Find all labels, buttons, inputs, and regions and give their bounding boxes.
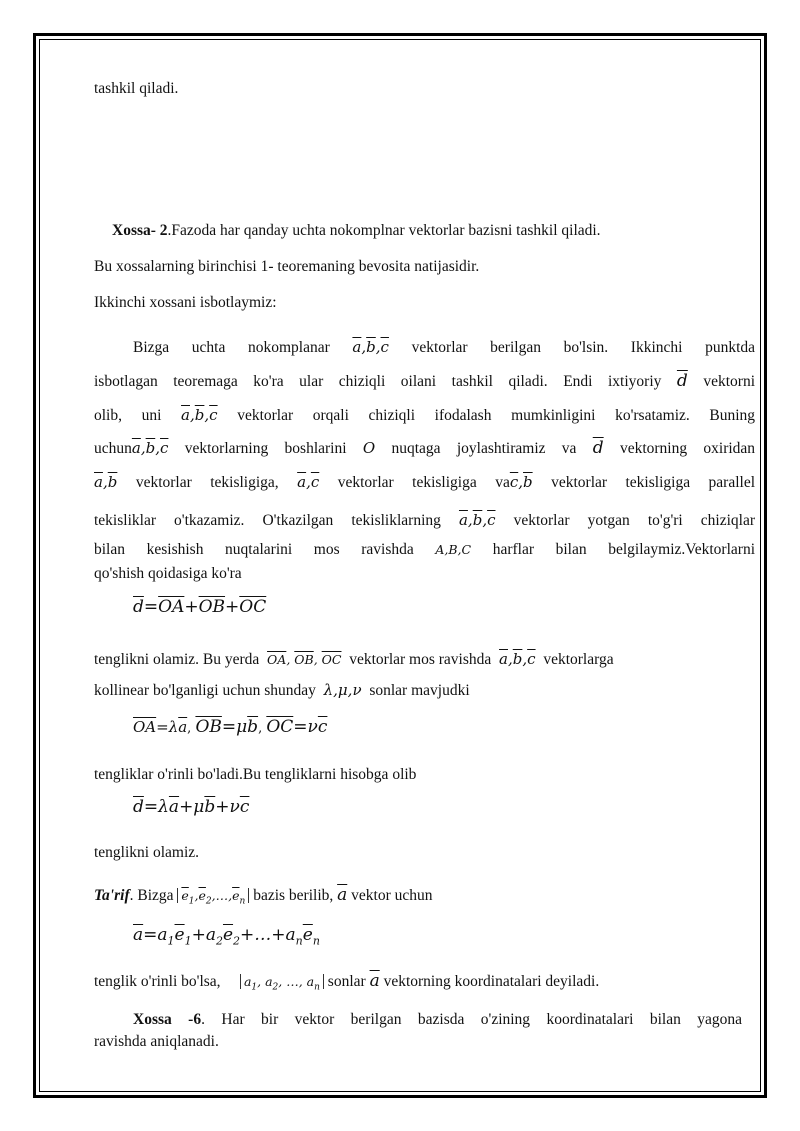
text-line: tenglikni olamiz. Bu yerda $\overline{OA}$, $\overline{OB}$, $\overline{OC}$ vektorlar mos ravishda $\overline{a},\overline{b},\overline{c}$ vektorlarga [94, 650, 614, 668]
math-vectors-ac: $\overline{a},\overline{c}$ [297, 473, 320, 491]
text-line: Ikkinchi xossani isbotlaymiz: [94, 294, 277, 311]
math-lambda-mu-nu: λ,μ,ν [323, 681, 362, 699]
text-line: $uchun\overline{a},\overline{b},\overline{c}$ vektorlarning boshlarini O nuqtaga joylashtiramiz va $\overline{d}$ vektorning oxiridan [94, 438, 756, 458]
text-line: tekisliklar o'tkazamiz. O'tkazilgan tekisliklarning $\overline{a},\overline{b},\overline{c}$ vektorlar yotgan to'g'ri chiziqlar [94, 511, 755, 529]
math-vectors-cb: $\overline{c},\overline{b}$ [509, 473, 533, 491]
math-vectors-abc: $\overline{a},\overline{b},\overline{c}$ [499, 650, 536, 668]
text-line: Bizga uchta nokomplanar $\overline{a},\overline{b},\overline{c}$ vektorlar berilgan bo'lsin. Ikkinchi punktda [133, 338, 756, 356]
text-line: qo'shish qoidasiga ko'ra [94, 565, 242, 582]
text-line: olib, uni $\overline{a},\overline{b},\overline{c}$ vektorlar orqali chiziqli ifodalash mumkinligini ko'rsatamiz. Buning [94, 406, 756, 424]
math-point-O: O [362, 439, 376, 457]
formula-component-equalities: $\overline{OA}=\lambda\overline{a}$, $\overline{OB}=\mu\overline{b}$, $\overline{OC}=\nu\overline{c}$ [133, 717, 328, 737]
text-line: ravishda aniqlanadi. [94, 1033, 219, 1050]
text-line: tashkil qiladi. [94, 80, 179, 97]
text-line: $\overline{a},\overline{b}$ vektorlar tekisligiga, $\overline{a},\overline{c}$ vektorlar tekisligiga $va\overline{c},\overline{b}$ vektorlar tekisligiga parallel [94, 473, 756, 491]
math-vectors-abc: $\overline{a},\overline{b},\overline{c}$ [352, 338, 389, 356]
math-vectors-abc: $\overline{a},\overline{b},\overline{c}$ [131, 439, 169, 457]
math-vector-d: $\overline{d}$ [676, 371, 688, 391]
text-line: kollinear bo'lganligi uchun shunday λ,μ,ν sonlar mavjudki [94, 681, 470, 699]
text-line: bilan kesishish nuqtalarini mos ravishda A,B,C harflar bilan belgilaymiz.Vektorlarni [94, 541, 755, 558]
math-vector-a: $\overline{a}$ [369, 971, 380, 991]
definition-line: Ta'rif. Bizga $\overline{e}_1,\overline{e}_2,\dots,\overline{e}_n$ bazis berilib, $\overline{a}$ vektor uchun [94, 885, 433, 907]
math-vectors-OA-OB-OC: $\overline{OA}$, $\overline{OB}$, $\overline{OC}$ [267, 652, 342, 667]
math-coordinate-set: $a_1$, $a_2$, …, $a_n$ [240, 974, 324, 989]
math-vector-d: $\overline{d}$ [592, 438, 604, 458]
formula-d-linear: $\overline{d}=\lambda\overline{a}+\mu\overline{b}+\nu\overline{c}$ [133, 797, 250, 817]
xossa-6-statement: Xossa -6. Har bir vektor berilgan bazisda o'zining koordinatalari bilan yagona [133, 1011, 742, 1028]
math-vectors-abc: $\overline{a},\overline{b},\overline{c}$ [458, 511, 496, 529]
text-line: isbotlagan teoremaga ko'ra ular chiziqli oilani tashkil qiladi. Endi ixtiyoriy $\overline{d}$ vektorni [94, 371, 755, 391]
text-line: Bu xossalarning birinchisi 1- teoremaning bevosita natijasidir. [94, 258, 480, 275]
math-points-ABC: A,B,C [435, 542, 472, 557]
text-line: tenglik o'rinli bo'lsa, $a_1$, $a_2$, …, $a_n$ sonlar $\overline{a}$ vektorning koordinatalari deyiladi. [94, 971, 600, 993]
formula-a-decomposition: $\overline{a}=a_1\overline{e}_1+a_2\overline{e}_2+\dots+a_n\overline{e}_n$ [133, 925, 320, 948]
xossa-2-statement: Xossa- 2.Fazoda har qanday uchta nokomplnar vektorlar bazisni tashkil qiladi. [112, 222, 601, 239]
text-line: tengliklar o'rinli bo'ladi.Bu tengliklarni hisobga olib [94, 766, 417, 783]
math-vector-a: $\overline{a}$ [337, 885, 348, 905]
text-line: tenglikni olamiz. [94, 844, 200, 861]
math-vectors-abc: $\overline{a},\overline{b},\overline{c}$ [181, 406, 218, 424]
math-basis-set: $\overline{e}_1,\overline{e}_2,\dots,\overline{e}_n$ [177, 888, 249, 903]
formula-d-sum: $\overline{d}=\overline{OA}+\overline{OB}+\overline{OC}$ [133, 597, 267, 617]
math-vectors-ab: $\overline{a},\overline{b}$ [94, 473, 118, 491]
